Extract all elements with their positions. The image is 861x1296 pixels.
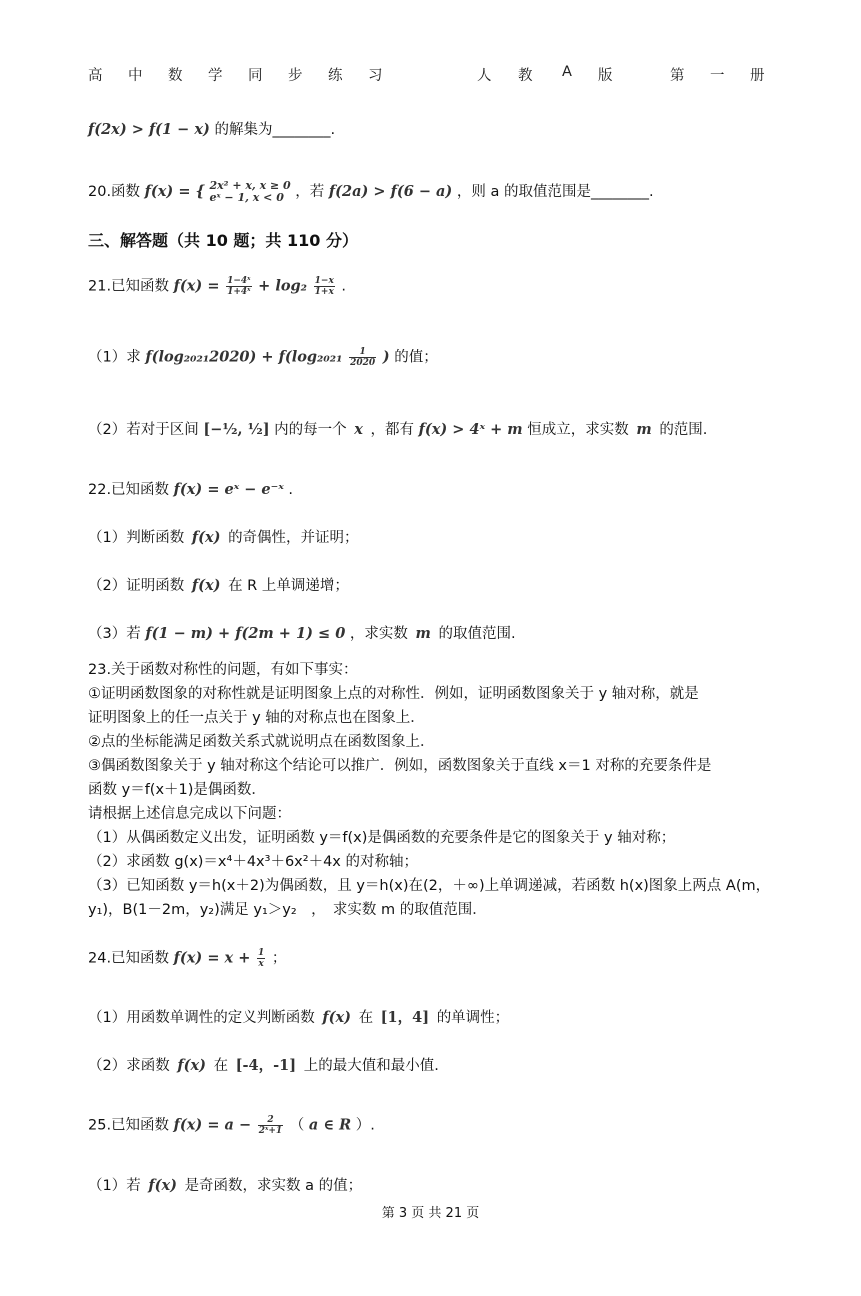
numerator: 2 <box>258 1115 283 1126</box>
header-char: 中 <box>128 68 143 84</box>
text: ，则 a 的取值范围是________. <box>456 184 654 200</box>
question-23-line: 请根据上述信息完成以下问题： <box>88 806 291 822</box>
fraction <box>349 347 376 368</box>
page-footer: 第 3 页 共 21 页 <box>381 1206 480 1221</box>
fraction <box>257 948 265 969</box>
text: （1）用函数单调性的定义判断函数 <box>88 1010 315 1026</box>
header-char: 练 <box>328 68 343 84</box>
numerator: 1−4ˣ <box>227 276 251 286</box>
math-expr: [−½, ½] <box>203 421 270 438</box>
fraction <box>258 1115 283 1136</box>
question-23-line: 函数 y＝f(x＋1)是偶函数． <box>88 782 266 798</box>
math-expr: f(x) = <box>173 277 220 295</box>
numerator: 1−x <box>314 276 334 286</box>
math-expr: + log₂ <box>258 277 308 295</box>
math-interval: [-4，-1] <box>235 1057 297 1074</box>
question-lead: 25.已知函数 <box>88 1117 170 1134</box>
piecewise-cases <box>209 180 290 204</box>
math-expr: ) <box>382 348 390 366</box>
math-expr: f(x) <box>191 577 221 594</box>
math-expr: a ∈ R <box>308 1116 352 1134</box>
q19-tail <box>88 120 335 140</box>
header-char: 学 <box>208 68 223 84</box>
text: 的单调性； <box>436 1010 510 1026</box>
text: 在 R 上单调递增； <box>228 578 349 594</box>
text: 的取值范围. <box>438 626 516 642</box>
text: （1）判断函数 <box>88 530 185 546</box>
question-24-part-2 <box>88 1056 439 1076</box>
question-lead: 22.已知函数 <box>88 482 170 498</box>
text: ； <box>271 950 287 967</box>
header-char: 高 <box>88 68 103 84</box>
question-21-part-2 <box>88 420 707 440</box>
text: ，求实数 <box>349 626 408 642</box>
text: 在 <box>213 1058 229 1074</box>
question-24 <box>88 948 286 969</box>
piece-2: eˣ − 1, x < 0 <box>209 191 284 204</box>
header-char: 一 <box>710 68 725 84</box>
math-var: m <box>415 625 431 642</box>
text: ）. <box>355 1117 375 1134</box>
piece-1: 2x² + x, x ≥ 0 <box>209 179 291 192</box>
text: （2）若对于区间 <box>88 422 199 438</box>
text: （1）若 <box>88 1178 141 1194</box>
question-25-part-1 <box>88 1176 362 1196</box>
math-expr: f(x) <box>322 1009 351 1026</box>
text: 的范围. <box>659 422 708 438</box>
question-22-part-2 <box>88 576 349 596</box>
question-22-part-1 <box>88 528 359 548</box>
math-expr: f(log₂₀₂₁2020) + f(log₂₀₂₁ <box>145 348 343 366</box>
section-heading: 三、解答题（共 10 题；共 110 分） <box>88 231 358 250</box>
header-char: 习 <box>368 68 383 84</box>
question-number: 20.函数 <box>88 184 141 200</box>
math-expr: f(x) <box>177 1057 206 1074</box>
question-21-part-1 <box>88 347 438 368</box>
numerator: 1 <box>349 347 376 358</box>
question-23-line: ①证明函数图象的对称性就是证明图象上点的对称性．例如，证明函数图象关于 y 轴对称，就是 <box>88 686 699 702</box>
text: （2）求函数 <box>88 1058 170 1074</box>
text: （ <box>289 1117 305 1134</box>
math-expr: f(2x) > f(1 − x) <box>88 121 210 138</box>
question-22-part-3 <box>88 624 516 644</box>
question-23-line: （3）已知函数 y＝h(x＋2)为偶函数，且 y＝h(x)在(2，＋∞)上单调递减，若函数 h(x)图象上两点 A(m， <box>88 878 771 894</box>
question-23-line: 证明图象上的任一点关于 y 轴的对称点也在图象上． <box>88 710 425 726</box>
question-23-line: 23.关于函数对称性的问题，有如下事实： <box>88 662 358 678</box>
fraction <box>226 276 251 297</box>
question-23-line: （2）求函数 g(x)＝x⁴＋4x³＋6x²＋4x 的对称轴； <box>88 854 418 870</box>
math-expr: f(2a) > f(6 − a) <box>328 183 453 200</box>
math-expr: f(x) = { <box>144 183 205 200</box>
text: . <box>341 278 347 295</box>
denominator: x <box>258 959 264 969</box>
math-expr: f(1 − m) + f(2m + 1) ≤ 0 <box>145 625 346 642</box>
header-char: 人 <box>477 68 492 84</box>
denominator: 2ˣ+1 <box>258 1126 283 1136</box>
text: ，若 <box>295 184 325 200</box>
question-lead: 21.已知函数 <box>88 278 170 295</box>
fraction <box>314 276 335 297</box>
denominator: 1+x <box>314 287 334 297</box>
header-char: 数 <box>168 68 183 84</box>
math-interval: [1，4] <box>380 1009 430 1026</box>
text: （2）证明函数 <box>88 578 185 594</box>
math-expr: f(x) <box>148 1177 177 1194</box>
text: 内的每一个 <box>274 422 347 438</box>
text: . <box>288 482 293 498</box>
text: 的值； <box>394 349 438 366</box>
text: 的解集为________. <box>214 122 336 138</box>
header-char: A <box>562 64 572 80</box>
text: 在 <box>358 1010 374 1026</box>
text: 恒成立，求实数 <box>527 422 629 438</box>
numerator: 1 <box>257 948 265 958</box>
question-21 <box>88 276 346 297</box>
question-20 <box>88 180 654 204</box>
text: （1）求 <box>88 349 141 366</box>
math-expr: f(x) > 4ˣ + m <box>418 421 523 438</box>
question-25 <box>88 1115 375 1136</box>
math-expr: f(x) = a − <box>173 1116 252 1134</box>
denominator: 1+4ˣ <box>227 287 251 297</box>
math-expr: f(x) = x + <box>173 949 251 967</box>
math-expr: f(x) = eˣ − e⁻ˣ <box>173 481 284 498</box>
text: 是奇函数，求实数 a 的值； <box>184 1178 363 1194</box>
header-char: 步 <box>288 68 303 84</box>
question-22 <box>88 480 293 500</box>
question-23-line: y₁)，B(1－2m，y₂)满足 y₁＞y₂ ， 求实数 m 的取值范围． <box>88 902 487 918</box>
denominator: 2020 <box>350 358 376 368</box>
math-var: m <box>636 421 652 438</box>
text: 的奇偶性，并证明； <box>228 530 359 546</box>
question-23-line: （1）从偶函数定义出发，证明函数 y＝f(x)是偶函数的充要条件是它的图象关于 y 轴对称； <box>88 830 676 846</box>
text: ，都有 <box>370 422 415 438</box>
text: （3）若 <box>88 626 141 642</box>
header-char: 教 <box>518 68 533 84</box>
text: 上的最大值和最小值. <box>303 1058 439 1074</box>
math-expr: f(x) <box>191 529 221 546</box>
question-24-part-1 <box>88 1008 509 1028</box>
header-char: 册 <box>750 68 765 84</box>
question-23-line: ②点的坐标能满足函数关系式就说明点在函数图象上． <box>88 734 435 750</box>
header-char: 第 <box>670 68 685 84</box>
header-char: 同 <box>248 68 263 84</box>
math-var: x <box>354 421 363 438</box>
question-23-line: ③偶函数图象关于 y 轴对称这个结论可以推广．例如，函数图象关于直线 x＝1 对称的充要条件是 <box>88 758 712 774</box>
question-lead: 24.已知函数 <box>88 950 170 967</box>
header-char: 版 <box>598 68 613 84</box>
